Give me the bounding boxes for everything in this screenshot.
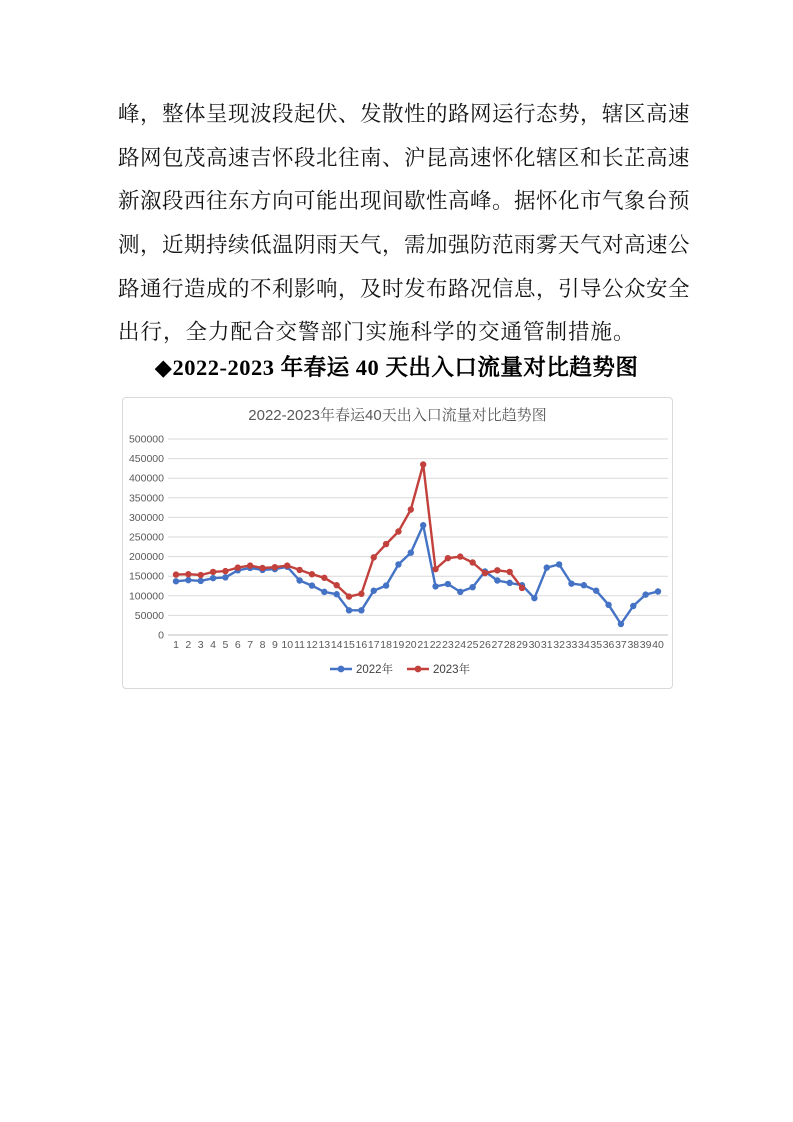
- data-point: [642, 591, 648, 597]
- data-point: [284, 562, 290, 568]
- paragraph-line: 新溆段西往东方向可能出现间歇性高峰。据怀化市气象台预: [118, 189, 691, 214]
- x-tick-label: 9: [271, 639, 278, 651]
- data-point: [309, 582, 315, 588]
- x-tick-label: 37: [615, 639, 627, 651]
- x-tick-label: 4: [210, 639, 216, 651]
- data-point: [494, 567, 500, 573]
- x-tick-label: 40: [652, 639, 664, 651]
- data-point: [173, 571, 179, 577]
- x-tick-label: 3: [197, 639, 204, 651]
- data-point: [506, 580, 512, 586]
- x-tick-label: 19: [392, 639, 405, 651]
- y-tick-label: 450000: [128, 453, 164, 466]
- chart-title: 2022-2023年春运40天出入口流量对比趋势图: [248, 407, 547, 424]
- data-point: [222, 574, 228, 580]
- data-point: [210, 575, 216, 581]
- y-tick-label: 300000: [128, 511, 164, 524]
- y-tick-label: 400000: [128, 472, 164, 485]
- data-point: [618, 621, 624, 627]
- y-tick-label: 200000: [128, 551, 164, 564]
- x-tick-label: 24: [454, 639, 467, 651]
- data-point: [222, 568, 228, 574]
- legend-item: [330, 662, 394, 676]
- x-tick-label: 6: [234, 639, 241, 651]
- y-tick-label: 350000: [128, 492, 164, 505]
- x-tick-label: 39: [639, 639, 652, 651]
- y-tick-label: 500000: [128, 433, 164, 446]
- x-tick-label: 21: [417, 639, 430, 651]
- legend-label: 2022年: [356, 664, 394, 676]
- x-tick-label: 17: [367, 639, 380, 651]
- x-tick-label: 32: [553, 639, 565, 651]
- data-point: [432, 583, 438, 589]
- x-tick-label: 1: [173, 639, 179, 651]
- legend-marker-icon: [338, 666, 345, 673]
- legend-marker-icon: [415, 666, 422, 673]
- x-tick-label: 35: [590, 639, 603, 651]
- data-point: [519, 585, 525, 591]
- data-point: [346, 593, 352, 599]
- paragraph-line: 测，近期持续低温阴雨天气，需加强防范雨雾天气对高速公: [118, 233, 691, 258]
- data-point: [371, 588, 377, 594]
- x-tick-label: 13: [318, 639, 331, 651]
- x-tick-label: 27: [491, 639, 504, 651]
- data-point: [198, 578, 204, 584]
- data-point: [358, 591, 364, 597]
- paragraph-line: 峰，整体呈现波段起伏、发散性的路网运行态势，辖区高速: [118, 102, 691, 126]
- x-tick-label: 34: [578, 639, 590, 651]
- series-2022年: [173, 522, 661, 627]
- data-point: [457, 589, 463, 595]
- data-point: [605, 602, 611, 608]
- x-tick-label: 8: [259, 639, 266, 651]
- x-tick-label: 7: [247, 639, 254, 651]
- data-point: [445, 581, 451, 587]
- data-point: [469, 559, 475, 565]
- data-point: [581, 582, 587, 588]
- x-tick-label: 38: [627, 639, 640, 651]
- body-paragraph: [118, 93, 691, 355]
- legend-item: [407, 662, 471, 676]
- data-point: [593, 588, 599, 594]
- data-point: [630, 603, 636, 609]
- y-tick-label: 250000: [128, 531, 164, 544]
- data-point: [259, 565, 265, 571]
- chart-section-heading: ◆2022-2023 年春运 40 天出入口流量对比趋势图: [154, 355, 639, 380]
- data-point: [432, 566, 438, 572]
- data-point: [371, 554, 377, 560]
- data-point: [383, 582, 389, 588]
- data-point: [210, 569, 216, 575]
- data-point: [247, 562, 253, 568]
- data-point: [235, 564, 241, 570]
- data-point: [445, 555, 451, 561]
- x-tick-label: 33: [565, 639, 578, 651]
- x-tick-label: 14: [330, 639, 343, 651]
- data-point: [506, 569, 512, 575]
- data-point: [321, 589, 327, 595]
- x-tick-label: 23: [442, 639, 454, 651]
- data-point: [482, 570, 488, 576]
- x-tick-label: 28: [503, 639, 516, 651]
- x-tick-label: 25: [466, 639, 479, 651]
- x-tick-label: 15: [343, 639, 355, 651]
- data-point: [556, 561, 562, 567]
- data-point: [321, 575, 327, 581]
- data-point: [408, 506, 414, 512]
- data-point: [420, 461, 426, 467]
- x-tick-label: 36: [602, 639, 615, 651]
- data-point: [309, 571, 315, 577]
- data-point: [568, 580, 574, 586]
- x-tick-label: 12: [306, 639, 318, 651]
- data-point: [358, 607, 364, 613]
- data-point: [198, 572, 204, 578]
- data-point: [185, 577, 191, 583]
- data-point: [457, 553, 463, 559]
- y-tick-label: 100000: [128, 590, 164, 603]
- data-point: [333, 591, 339, 597]
- data-point: [185, 571, 191, 577]
- data-point: [420, 522, 426, 528]
- x-tick-label: 11: [294, 639, 306, 651]
- y-tick-label: 50000: [134, 609, 164, 622]
- y-tick-label: 150000: [128, 570, 164, 583]
- x-tick-label: 20: [404, 639, 417, 651]
- data-point: [531, 595, 537, 601]
- x-tick-label: 5: [222, 639, 229, 651]
- data-point: [173, 578, 179, 584]
- data-point: [408, 549, 414, 555]
- y-tick-label: 0: [158, 629, 164, 642]
- x-tick-label: 10: [281, 639, 294, 651]
- data-point: [395, 528, 401, 534]
- data-point: [346, 607, 352, 613]
- data-point: [544, 564, 550, 570]
- data-point: [272, 564, 278, 570]
- series-line: [176, 525, 658, 624]
- x-tick-label: 30: [528, 639, 541, 651]
- flow-trend-chart: [122, 397, 673, 689]
- x-tick-label: 18: [380, 639, 392, 651]
- paragraph-line: 路通行造成的不利影响，及时发布路况信息，引导公众安全: [118, 276, 691, 301]
- data-point: [333, 582, 339, 588]
- data-point: [383, 541, 389, 547]
- data-point: [469, 584, 475, 590]
- x-tick-label: 22: [429, 639, 442, 651]
- x-tick-label: 16: [355, 639, 368, 651]
- data-point: [395, 561, 401, 567]
- x-tick-label: 26: [479, 639, 491, 651]
- chart-canvas: [123, 398, 674, 690]
- x-tick-label: 29: [516, 639, 528, 651]
- data-point: [296, 577, 302, 583]
- legend-label: 2023年: [433, 664, 471, 676]
- data-point: [655, 588, 661, 594]
- data-point: [296, 567, 302, 573]
- x-tick-label: 31: [540, 639, 553, 651]
- paragraph-line: 出行，全力配合交警部门实施科学的交通管制措施。: [118, 320, 636, 345]
- x-tick-label: 2: [185, 639, 192, 651]
- data-point: [494, 577, 500, 583]
- paragraph-line: 路网包茂高速吉怀段北往南、沪昆高速怀化辖区和长芷高速: [118, 145, 691, 170]
